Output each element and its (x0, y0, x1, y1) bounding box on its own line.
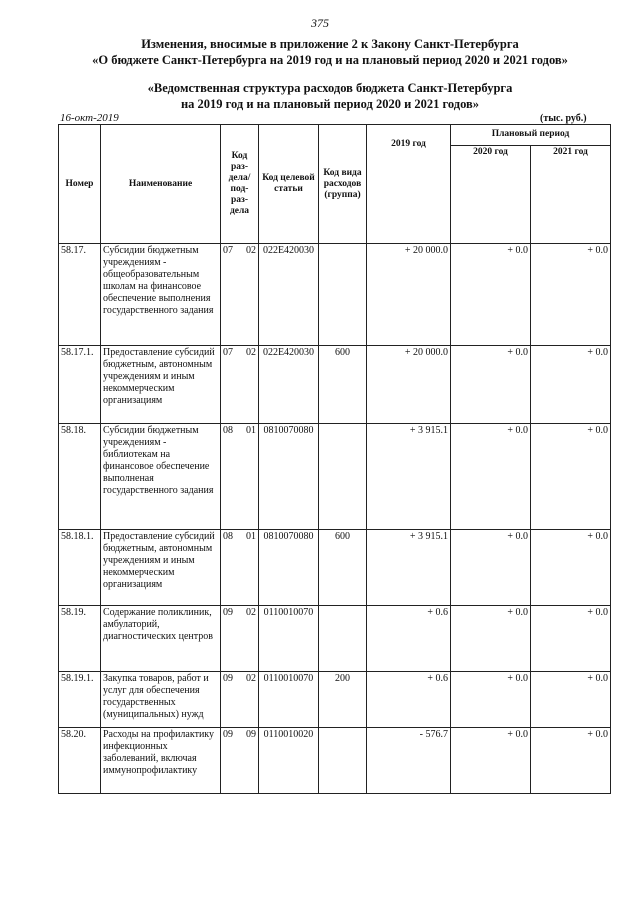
title-line-2: «О бюджете Санкт-Петербурга на 2019 год и на плановый период 2020 и 2021 годов» (92, 53, 568, 67)
row-value-2019: + 3 915.1 (367, 424, 451, 530)
subsection-code: 02 (246, 607, 256, 618)
subtitle-line-2: на 2019 год и на плановый период 2020 и 2021 годов» (180, 97, 480, 111)
row-value-2020: + 0.0 (451, 346, 531, 424)
row-section (221, 346, 259, 424)
subsection-code: 01 (246, 425, 256, 436)
document-subtitle (40, 80, 620, 112)
row-number: 58.17.1. (59, 346, 101, 424)
row-section (221, 530, 259, 606)
row-number: 58.19.1. (59, 672, 101, 728)
row-expense-type (319, 244, 367, 346)
subsection-code: 02 (246, 673, 256, 684)
row-expense-type (319, 728, 367, 794)
table-row (59, 728, 611, 794)
subsection-code: 02 (246, 245, 256, 256)
section-code: 09 (223, 729, 233, 740)
row-value-2020: + 0.0 (451, 606, 531, 672)
units-label: (тыс. руб.) (540, 113, 587, 124)
row-target-code: 0110010070 (259, 606, 319, 672)
row-section (221, 606, 259, 672)
row-target-code: 0810070080 (259, 424, 319, 530)
row-value-2019: + 20 000.0 (367, 244, 451, 346)
header-2021: 2021 год (531, 145, 611, 243)
table-row (59, 424, 611, 530)
row-value-2021: + 0.0 (531, 346, 611, 424)
title-line-1: Изменения, вносимые в приложение 2 к Закону Санкт-Петербурга (141, 37, 519, 51)
header-planned-period: Плановый период (451, 125, 611, 146)
document-title (40, 36, 620, 68)
section-code: 09 (223, 673, 233, 684)
table-row (59, 346, 611, 424)
row-value-2019: - 576.7 (367, 728, 451, 794)
row-expense-type (319, 424, 367, 530)
subsection-code: 02 (246, 347, 256, 358)
row-number: 58.19. (59, 606, 101, 672)
row-value-2021: + 0.0 (531, 530, 611, 606)
row-target-code: 0810070080 (259, 530, 319, 606)
row-expense-type: 600 (319, 530, 367, 606)
row-target-code: 0110010020 (259, 728, 319, 794)
row-name: Субсидии бюджетным учреждениям - библиотекам на финансовое обеспечение выполненая государственного задания (101, 424, 221, 530)
row-number: 58.20. (59, 728, 101, 794)
header-number: Номер (59, 125, 101, 244)
row-expense-type (319, 606, 367, 672)
header-expense-type: Код вида расходов (группа) (319, 125, 367, 244)
table-row (59, 672, 611, 728)
header-target: Код целевой статьи (259, 125, 319, 244)
section-code: 08 (223, 531, 233, 542)
row-value-2021: + 0.0 (531, 672, 611, 728)
row-value-2019: + 3 915.1 (367, 530, 451, 606)
row-section (221, 424, 259, 530)
row-value-2020: + 0.0 (451, 424, 531, 530)
row-value-2020: + 0.0 (451, 728, 531, 794)
row-section (221, 728, 259, 794)
subtitle-line-1: «Ведомственная структура расходов бюджета Санкт-Петербурга (147, 81, 513, 95)
row-target-code: 0110010070 (259, 672, 319, 728)
row-name: Закупка товаров, работ и услуг для обеспечения государственных (муниципальных) нужд (101, 672, 221, 728)
row-value-2020: + 0.0 (451, 530, 531, 606)
row-value-2021: + 0.0 (531, 424, 611, 530)
document-date: 16-окт-2019 (60, 112, 119, 124)
row-name: Предоставление субсидий бюджетным, автономным учреждениям и иным некоммерческим организациям (101, 530, 221, 606)
row-value-2019: + 0.6 (367, 672, 451, 728)
row-name: Расходы на профилактику инфекционных заболеваний, включая иммунопрофилактику (101, 728, 221, 794)
row-expense-type: 600 (319, 346, 367, 424)
row-name: Субсидии бюджетным учреждениям - общеобразовательным школам на финансовое обеспечение выполнения государственного задания (101, 244, 221, 346)
row-number: 58.18.1. (59, 530, 101, 606)
row-name: Содержание поликлиник, амбулаторий, диагностических центров (101, 606, 221, 672)
table-row (59, 606, 611, 672)
row-section (221, 244, 259, 346)
row-number: 58.17. (59, 244, 101, 346)
row-target-code: 022Е420030 (259, 244, 319, 346)
row-section (221, 672, 259, 728)
row-value-2020: + 0.0 (451, 672, 531, 728)
row-value-2019: + 20 000.0 (367, 346, 451, 424)
page-number: 375 (311, 16, 329, 30)
row-value-2021: + 0.0 (531, 244, 611, 346)
header-section: Код раз-дела/ под-раз-дела (221, 125, 259, 244)
table-row (59, 244, 611, 346)
section-code: 07 (223, 347, 233, 358)
section-code: 07 (223, 245, 233, 256)
subsection-code: 09 (246, 729, 256, 740)
header-2020: 2020 год (451, 145, 531, 243)
subsection-code: 01 (246, 531, 256, 542)
row-target-code: 022Е420030 (259, 346, 319, 424)
row-value-2019: + 0.6 (367, 606, 451, 672)
section-code: 08 (223, 425, 233, 436)
row-number: 58.18. (59, 424, 101, 530)
row-value-2020: + 0.0 (451, 244, 531, 346)
row-name: Предоставление субсидий бюджетным, автономным учреждениям и иным некоммерческим организациям (101, 346, 221, 424)
section-code: 09 (223, 607, 233, 618)
row-value-2021: + 0.0 (531, 728, 611, 794)
budget-table (58, 124, 611, 794)
row-expense-type: 200 (319, 672, 367, 728)
header-2019: 2019 год (367, 125, 451, 244)
header-name: Наименование (101, 125, 221, 244)
row-value-2021: + 0.0 (531, 606, 611, 672)
table-row (59, 530, 611, 606)
